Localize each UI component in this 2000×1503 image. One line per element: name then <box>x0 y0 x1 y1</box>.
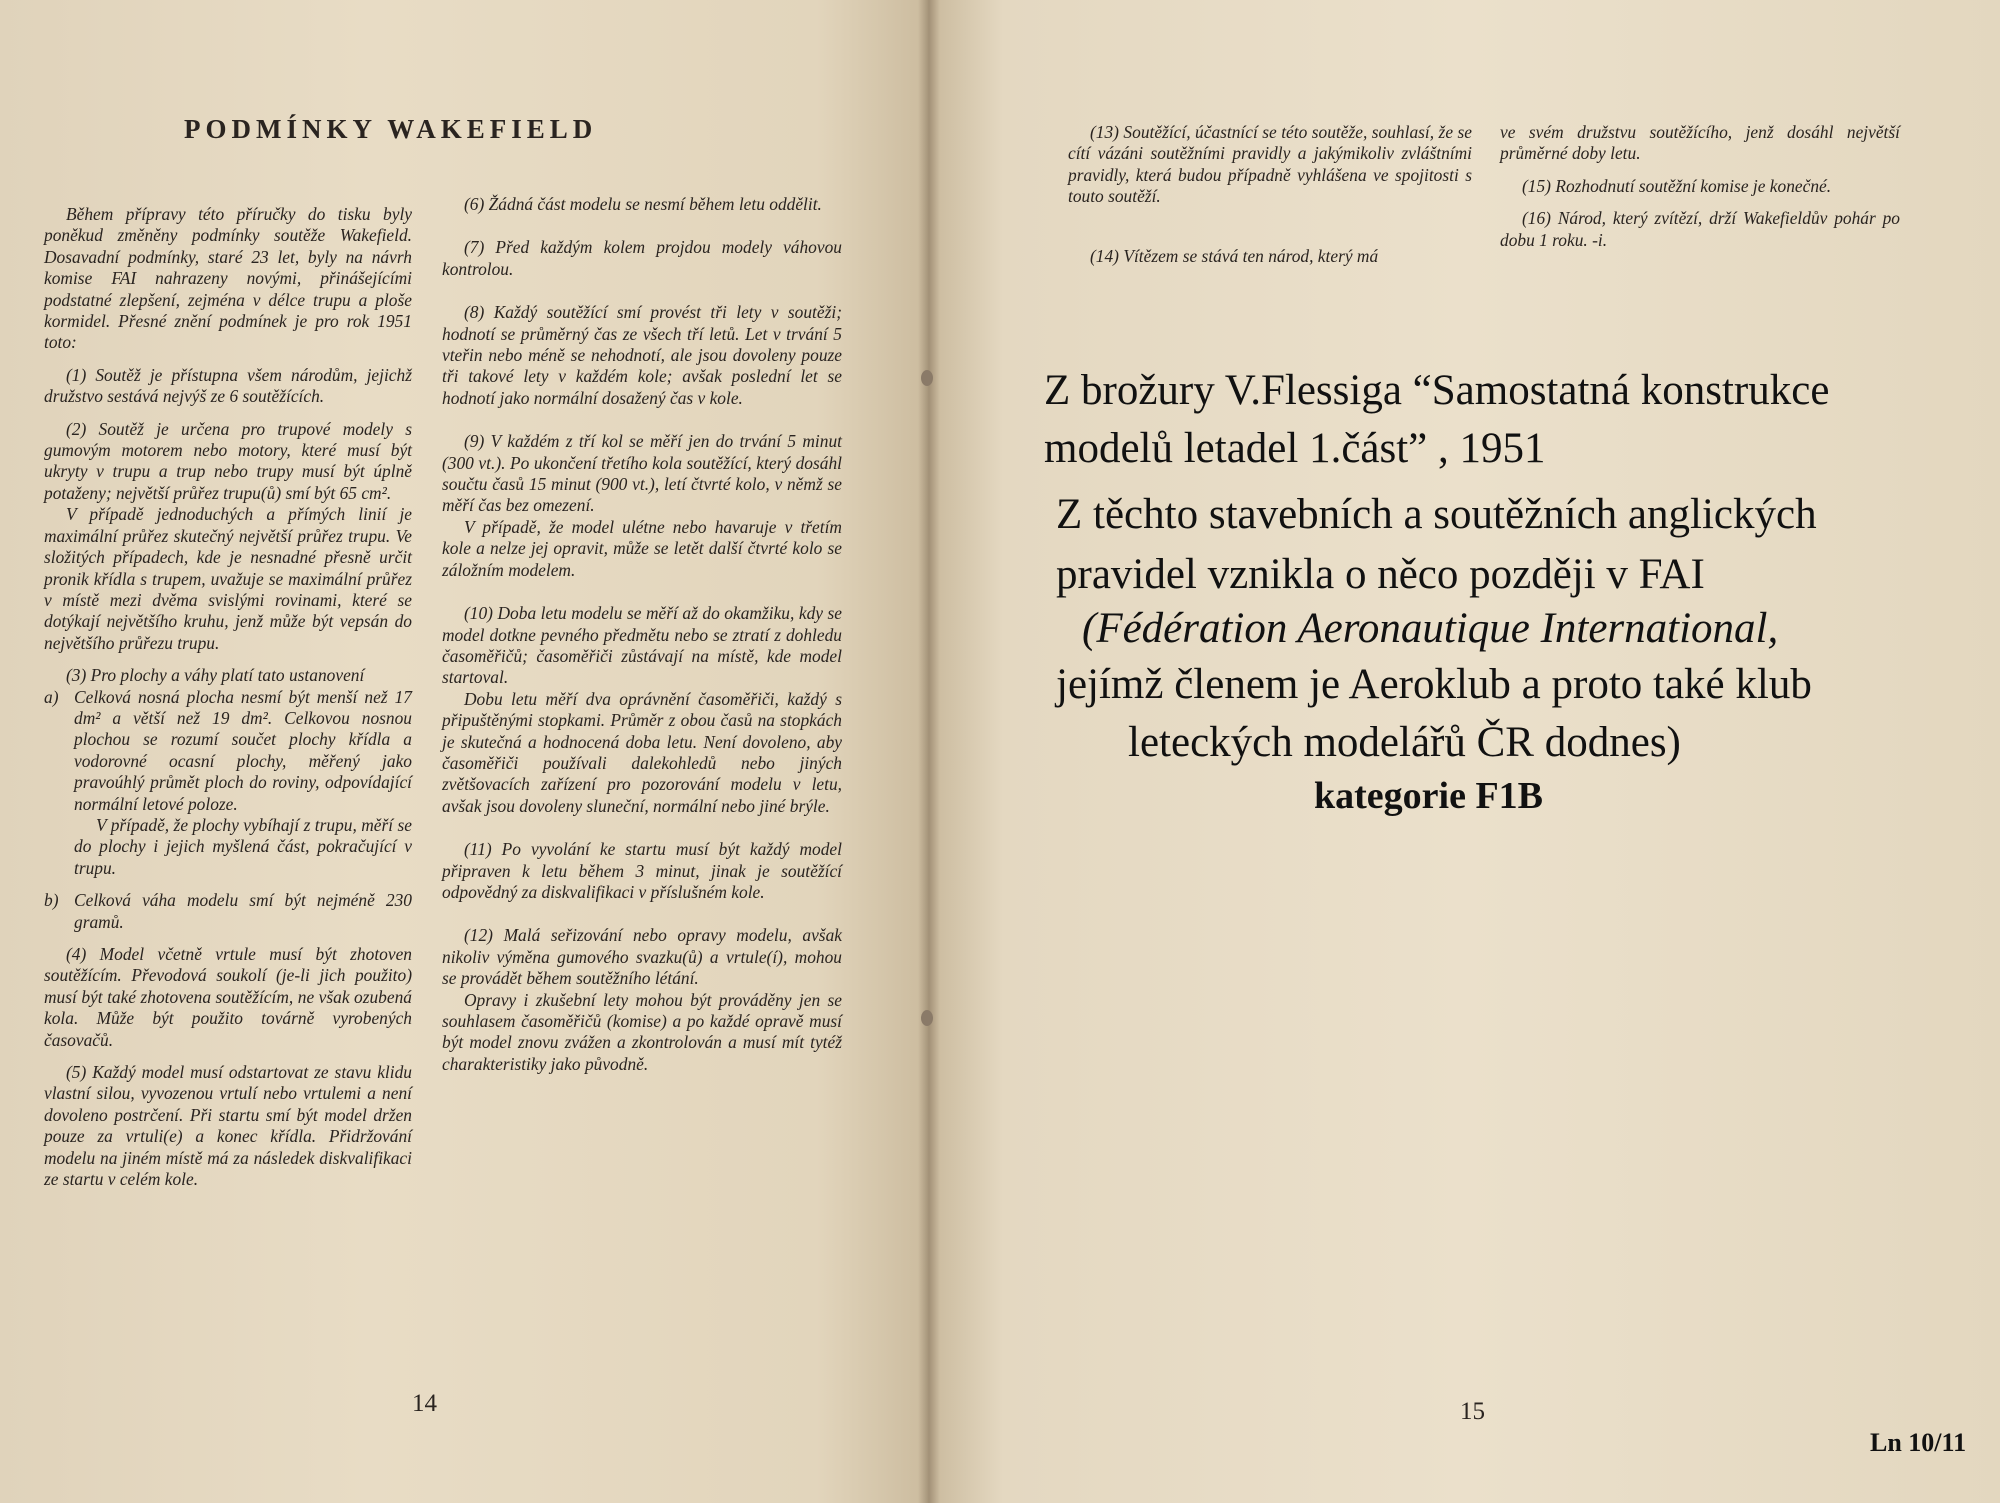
rule-6: (6) Žádná část modelu se nesmí během letu oddělit. <box>464 194 822 214</box>
rule-14-continued: ve svém družstvu soutěžícího, jenž dosáhl největší průměrné doby letu. <box>1500 122 1900 164</box>
rule-3: (3) Pro plochy a váhy platí tato ustanovení <box>66 665 365 686</box>
rule-9: (9) V každém z tří kol se měří jen do trvání 5 minut (300 vt.). Po ukončení třetího kola soutěžící, který dosáhl součtu časů 15 minut (900 vt.), letí čtvrté kolo, v němž se měří čas bez omezení. <box>442 431 842 516</box>
right-column-2 <box>1500 122 1900 262</box>
rule-3a: a) Celková nosná plocha nesmí být menší než 17 dm² a větší než 19 dm². Celkovou nosnou plochou se rozumí součet plochy křídla a vodorovné ocasní plochy, měřený jako pravoúhlý průmět ploch do roviny, odpovídající normální letové poloze. <box>44 686 412 814</box>
right-column-1 <box>1068 122 1472 278</box>
annotation-line: (Fédération Aeronautique International, <box>1082 605 1779 652</box>
rule-8: (8) Každý soutěžící smí provést tři lety v soutěži; hodnotí se průměrný čas ze všech tří letů. Let v trvání 5 vteřin nebo méně se nehodnotí, ale jsou dovoleny pouze tři takové lety v každém kole; avšak poslední let se hodnotí jako normální dosažený čas v kole. <box>442 302 842 408</box>
document-reference: Ln 10/11 <box>1870 1428 1967 1457</box>
book-gutter <box>918 0 940 1503</box>
annotation-line: Z těchto stavebních a soutěžních anglických <box>1056 491 1817 538</box>
staple-hole <box>921 370 933 386</box>
annotation-line: modelů letadel 1.část” , 1951 <box>1044 425 1546 472</box>
page-number-left: 14 <box>412 1390 437 1417</box>
rule-16: (16) Národ, který zvítězí, drží Wakefieldův pohár po dobu 1 roku. -i. <box>1500 208 1900 250</box>
rule-12: (12) Malá seřizování nebo opravy modelu, avšak nikoliv výměna gumového svazku(ů) a vrtule(í), mohou se provádět během soutěžního létání. <box>442 925 842 989</box>
closing-mark: -i. <box>1592 229 1608 250</box>
page-number-right: 15 <box>1460 1398 1485 1425</box>
annotation-line: pravidel vznikla o něco později v FAI <box>1056 551 1705 598</box>
annotation-line: leteckých modelářů ČR dodnes) <box>1128 719 1681 766</box>
rule-1: (1) Soutěž je přístupna všem národům, jejichž družstvo sestává nejvýš ze 6 soutěžících. <box>44 364 412 407</box>
page-title: PODMÍNKY WAKEFIELD <box>184 114 598 144</box>
annotation-category: kategorie F1B <box>1314 775 1544 817</box>
rule-15: (15) Rozhodnutí soutěžní komise je konečné. <box>1522 175 1832 196</box>
rule-10: (10) Doba letu modelu se měří až do okamžiku, kdy se model dotkne pevného předmětu nebo se ztratí z dohledu časoměřičů; časoměřiči zůstávají na místě, kde model startoval. <box>442 603 842 688</box>
left-column-2 <box>442 194 842 1086</box>
annotation-line: jejímž členem je Aeroklub a proto také klub <box>1056 661 1812 708</box>
staple-hole <box>921 1010 933 1026</box>
rule-2: (2) Soutěž je určena pro trupové modely s gumovým motorem nebo motory, které musí být ukryty v trupu a trup nebo trupy musí být úplně potaženy; největší průřez trupu(ů) smí být 65 cm². <box>44 418 412 503</box>
rule-3b: b) Celková váha modelu smí být nejméně 230 gramů. <box>44 890 412 932</box>
rule-11: (11) Po vyvolání ke startu musí být každý model připraven k letu během 3 minut, jinak je soutěžící odpovědný za diskvalifikaci v příslušném kole. <box>442 839 842 902</box>
rule-14: (14) Vítězem se stává ten národ, který má <box>1090 245 1379 266</box>
intro-paragraph: Během přípravy této příručky do tisku byly poněkud změněny podmínky soutěže Wakefield. Dosavadní podmínky, staré 23 let, byly na návrh komise FAI nahrazeny novými, přinášejícími podstatné zlepšení, zejména v délce trupu a ploše kormidel. Přesné znění podmínek je pro rok 1951 toto: <box>44 204 412 353</box>
rule-9-detail: V případě, že model ulétne nebo havaruje v třetím kole a nelze jej opravit, může se letět další čtvrté kolo se záložním modelem. <box>442 516 842 580</box>
rule-2-detail: V případě jednoduchých a přímých linií je maximální průřez skutečný největší průřez trupu. Ve složitých případech, kde je nesnadné přesně určit pronik křídla s trupem, uvažuje se maximální průřez v místě mezi dvěma svislými rovinami, které se dotýkají největšího kruhu, jenž může být vepsán do největšího průřezu trupu. <box>44 504 412 653</box>
rule-12-detail: Opravy i zkušební lety mohou být prováděny jen se souhlasem časoměřičů (komise) a po každé opravě musí být model znovu zvážen a zkontrolován a musí mít tytéž charakteristiky jako původně. <box>442 989 842 1074</box>
rule-13: (13) Soutěžící, účastnící se této soutěže, souhlasí, že se cítí vázáni soutěžními pravidly a jakýmikoliv zvláštními pravidly, která budou případně vyhlášena ve spojitosti s touto soutěží. <box>1068 122 1472 207</box>
rule-4: (4) Model včetně vrtule musí být zhotoven soutěžícím. Převodová soukolí (je-li jich použito) musí být také zhotovena soutěžícím, ne však ozubená kola. Může být použito továrně vyrobených časovačů. <box>44 944 412 1050</box>
left-column-1 <box>44 204 412 1201</box>
rule-3a-detail: V případě, že plochy vybíhají z trupu, měří se do plochy i jejich myšlená část, pokračující v trupu. <box>74 814 412 878</box>
rule-7: (7) Před každým kolem projdou modely váhovou kontrolou. <box>442 237 842 279</box>
rule-10-detail: Dobu letu měří dva oprávnění časoměřiči, každý s připuštěnými stopkami. Průměr z obou časů na stopkách je skutečná a hodnocená doba letu. Není dovoleno, aby časoměřiči používali dalekohledů nebo jiných zvětšovacích zařízení pro pozorování modelu v letu, avšak jsou dovoleny sluneční, normální nebo jiné brýle. <box>442 688 842 816</box>
rule-5: (5) Každý model musí odstartovat ze stavu klidu vlastní silou, vyvozenou vrtulí nebo vrtulemi a není dovoleno postrčení. Při startu smí být model držen pouze za vrtuli(e) a konec křídla. Přidržování modelu na jiném místě má za následek diskvalifikaci ze startu v celém kole. <box>44 1062 412 1190</box>
annotation-line: Z brožury V.Flessiga “Samostatná konstrukce <box>1044 367 1830 414</box>
